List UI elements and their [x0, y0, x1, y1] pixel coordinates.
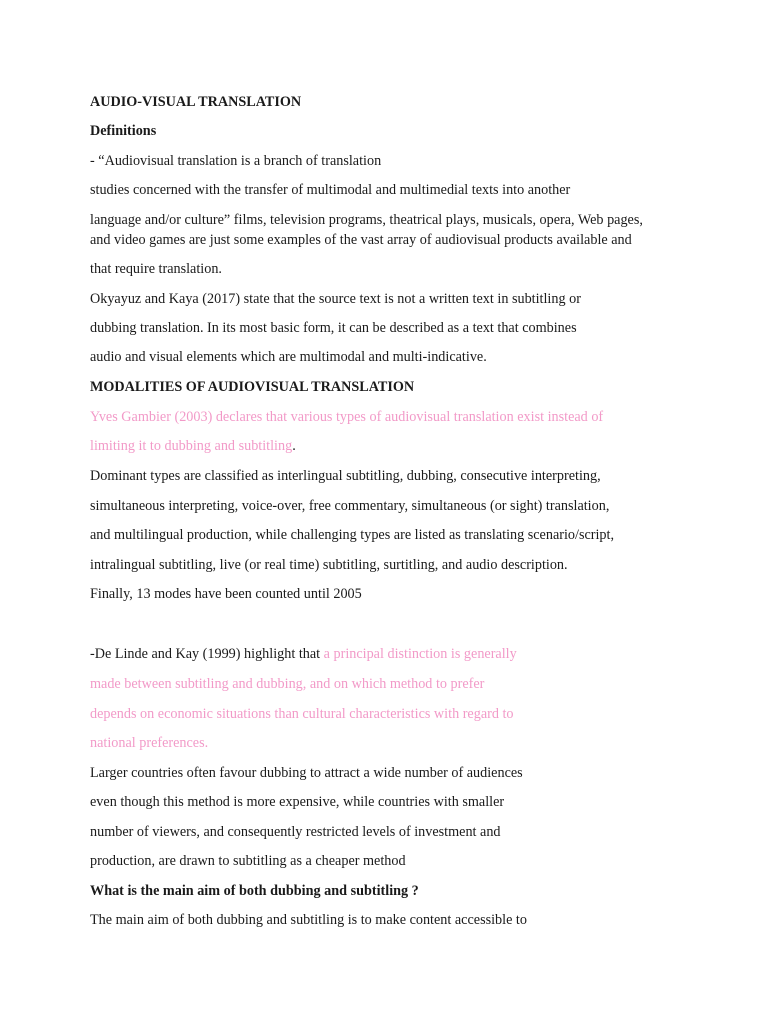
- definition-line: language and/or culture” films, television programs, theatrical plays, musicals, opera, Web pages,: [90, 212, 643, 228]
- definition-line: audio and visual elements which are multimodal and multi-indicative.: [90, 349, 487, 365]
- question-heading: What is the main aim of both dubbing and subtitling ?: [90, 883, 419, 899]
- modalities-line: intralingual subtitling, live (or real time) subtitling, surtitling, and audio description.: [90, 557, 568, 573]
- definitions-heading: Definitions: [90, 123, 157, 139]
- delinde-highlight-line: depends on economic situations than cultural characteristics with regard to: [90, 706, 514, 722]
- countries-line: Larger countries often favour dubbing to attract a wide number of audiences: [90, 765, 523, 781]
- gambier-highlight-line: Yves Gambier (2003) declares that various types of audiovisual translation exist instead of: [90, 409, 604, 425]
- definition-line: dubbing translation. In its most basic form, it can be described as a text that combines: [90, 320, 577, 336]
- definition-line: that require translation.: [90, 261, 222, 277]
- countries-line: even though this method is more expensive, while countries with smaller: [90, 794, 505, 810]
- delinde-line: [90, 645, 517, 663]
- document-title: AUDIO-VISUAL TRANSLATION: [90, 94, 302, 110]
- modalities-line: and multilingual production, while challenging types are listed as translating scenario/script,: [90, 527, 615, 543]
- modalities-heading: MODALITIES OF AUDIOVISUAL TRANSLATION: [90, 379, 415, 395]
- definition-line: studies concerned with the transfer of multimodal and multimedial texts into another: [90, 182, 571, 198]
- countries-line: number of viewers, and consequently restricted levels of investment and: [90, 824, 501, 840]
- gambier-line: [90, 437, 296, 455]
- modalities-line: Dominant types are classified as interlingual subtitling, dubbing, consecutive interpreting,: [90, 468, 601, 484]
- gambier-highlight-text: limiting it to dubbing and subtitling: [90, 438, 293, 454]
- modalities-line: Finally, 13 modes have been counted until 2005: [90, 586, 362, 602]
- countries-line: production, are drawn to subtitling as a cheaper method: [90, 853, 406, 869]
- modalities-line: simultaneous interpreting, voice-over, free commentary, simultaneous (or sight) translation,: [90, 498, 610, 514]
- delinde-highlight-line: made between subtitling and dubbing, and on which method to prefer: [90, 676, 485, 692]
- definition-line: - “Audiovisual translation is a branch of translation: [90, 153, 382, 169]
- answer-line: The main aim of both dubbing and subtitling is to make content accessible to: [90, 912, 527, 928]
- delinde-prefix: -De Linde and Kay (1999) highlight that: [90, 646, 324, 662]
- definition-line: and video games are just some examples of the vast array of audiovisual products available and: [90, 232, 632, 248]
- delinde-highlight-text: a principal distinction is generally: [323, 646, 517, 662]
- gambier-period: .: [292, 438, 296, 454]
- definition-line: Okyayuz and Kaya (2017) state that the source text is not a written text in subtitling or: [90, 291, 581, 307]
- delinde-highlight-line: national preferences.: [90, 735, 209, 751]
